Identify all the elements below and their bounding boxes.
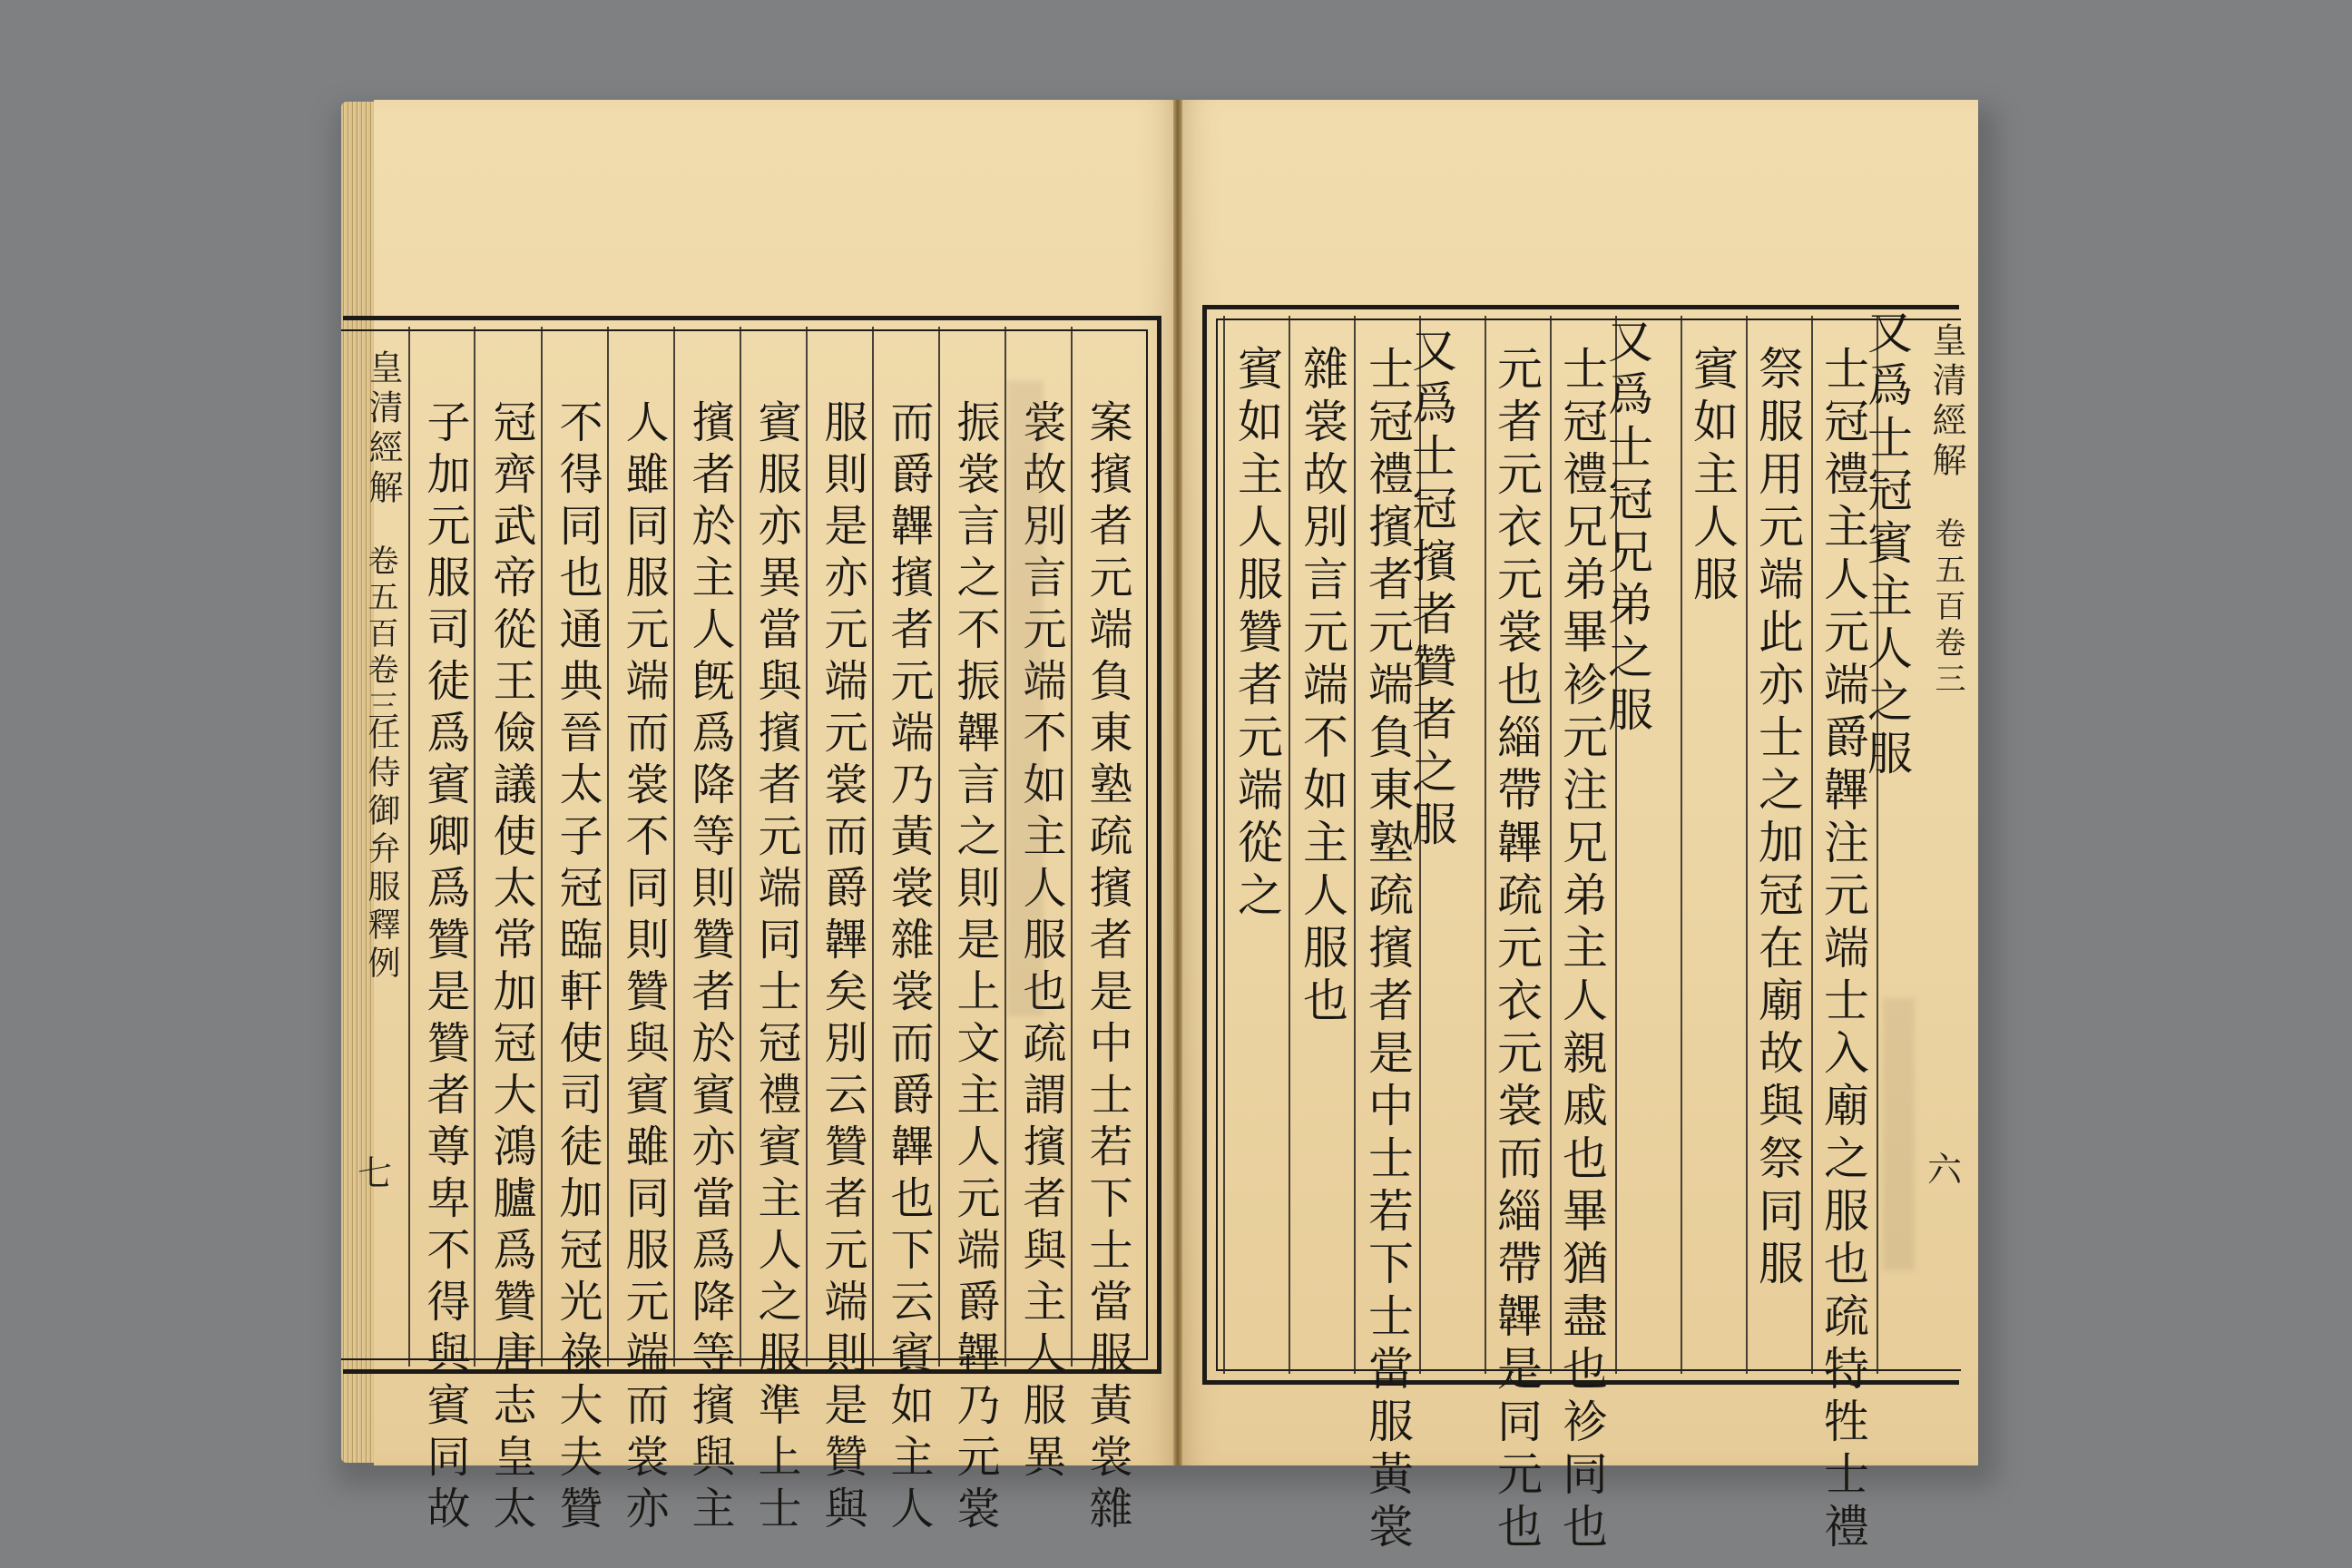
column-rule [408, 327, 410, 1367]
right-margin-title: 皇清經解 [1926, 322, 1966, 482]
text-column-r9: 祭服用元端此亦士之加冠在廟故與祭同服 [1751, 345, 1804, 1292]
text-column-7: 服則是亦元端元裳而爵韠矣別云贊者元端則是贊與 [817, 399, 867, 1537]
column-rule [1746, 316, 1748, 1374]
text-column-r4: 又爲士冠擯者贊者之服 [1405, 327, 1457, 853]
column-rule [872, 327, 874, 1367]
text-column-9: 振裳言之不振韠言之則是上文主人元端爵韠乃元裳 [949, 399, 1000, 1537]
column-rule [1004, 327, 1006, 1367]
column-rule [1811, 316, 1813, 1374]
left-margin-volume: 卷五百卷三 [362, 544, 398, 726]
text-column-11: 案擯者元端負東塾疏擯者是中士若下士當服黃裳雜 [1082, 399, 1132, 1537]
text-column-6: 賓服亦異當與擯者元端同士冠禮賓主人之服準上士 [750, 399, 801, 1537]
column-rule [607, 327, 609, 1367]
ink-show-through [1883, 998, 1915, 1270]
text-column-r7: 又爲士冠兄弟之服 [1601, 318, 1653, 739]
ink-show-through [1007, 381, 1044, 1016]
text-column-5: 擯者於主人旣爲降等則贊者於賓亦當爲降等擯與主 [684, 399, 735, 1537]
text-column-r11: 又爲士冠賓主人之服 [1860, 309, 1913, 782]
column-rule [938, 327, 940, 1367]
column-rule [1289, 316, 1290, 1374]
left-folio: 七 [358, 1153, 393, 1193]
text-column-r10: 士冠禮主人元端爵韠注元端士入廟之服也疏特牲士禮 [1817, 345, 1869, 1555]
column-rule [1485, 316, 1486, 1374]
book-gutter [1173, 100, 1182, 1465]
column-rule [1550, 316, 1552, 1374]
left-margin-title: 皇清經解 [363, 349, 403, 509]
text-column-r6: 士冠禮兄弟畢袗元注兄弟主人親戚也畢猶盡也袗同也 [1555, 345, 1608, 1555]
column-rule [806, 327, 808, 1367]
column-rule [1681, 316, 1682, 1374]
text-column-1: 子加元服司徒爲賓卿爲贊是贊者尊卑不得與賓同故 [419, 399, 470, 1537]
text-column-r8: 賓如主人服 [1686, 345, 1739, 608]
text-column-3: 不得同也通典晉太子冠臨軒使司徒加冠光祿大夫贊 [552, 399, 603, 1537]
column-rule [1223, 316, 1225, 1374]
text-column-8: 而爵韠擯者元端乃黃裳雜裳而爵韠也下云賓如主人 [883, 399, 934, 1537]
right-folio: 六 [1927, 1150, 1963, 1190]
column-rule [1354, 316, 1356, 1374]
right-margin-volume: 卷五百卷三 [1929, 517, 1965, 699]
text-column-10: 裳故別言元端不如主人服也疏謂擯者與主人服異 [1015, 399, 1066, 1485]
text-column-2: 冠齊武帝從王儉議使太常加冠大鴻臚爲贊唐志皇太 [485, 399, 536, 1537]
column-rule [541, 327, 543, 1367]
column-rule [1071, 327, 1073, 1367]
column-rule [673, 327, 675, 1367]
text-column-r2: 雜裳故別言元端不如主人服也 [1296, 345, 1348, 1029]
text-column-4: 人雖同服元端而裳不同則贊與賓雖同服元端而裳亦 [618, 399, 669, 1537]
column-rule [740, 327, 741, 1367]
text-column-r1: 賓如主人服贊者元端從之 [1230, 345, 1283, 924]
left-margin-work: 任侍御弁服釋例 [363, 717, 400, 984]
column-rule [474, 327, 475, 1367]
text-column-r5: 元者元衣元裳也緇帶韠疏元衣元裳而緇帶韠是同元也 [1490, 345, 1543, 1555]
text-column-r3: 士冠禮擯者元端負東塾疏擯者是中士若下士當服黃裳 [1361, 345, 1414, 1555]
